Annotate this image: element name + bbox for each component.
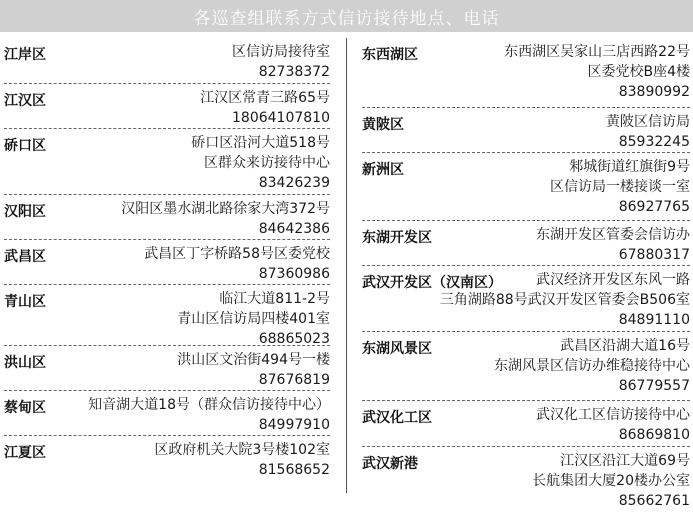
district-name: 江汉区 [4,93,46,109]
address-line: 东湖风景区信访办维稳接待中心 [494,358,690,374]
phone-number: 81568652 [258,462,330,478]
contact-entry [4,194,330,239]
contact-entry [362,400,690,446]
address-line: 区信访局一楼接谈一室 [550,179,690,195]
district-name: 黄陂区 [362,117,404,133]
address-line: 区委党校B座4楼 [587,64,690,80]
contact-details [144,244,330,284]
address-line: 汉阳区墨水湖北路徐家大湾372号 [121,201,330,217]
address-line: 武汉化工区信访接待中心 [536,407,690,423]
district-name: 青山区 [4,294,46,310]
address-line: 江汉区常青三路65号 [200,90,330,106]
contact-entry [362,152,690,220]
contact-details [177,289,330,349]
phone-number: 84642386 [258,221,330,237]
phone-number: 67880317 [618,247,690,263]
phone-number: 87676819 [258,372,330,388]
contact-entry [4,345,330,390]
contact-entry [362,446,690,512]
address-line: 区群众来访接待中心 [204,155,330,171]
contact-entry [4,38,330,83]
phone-number: 68865023 [258,331,330,347]
address-line: 硚口区沿河大道518号 [191,135,330,151]
phone-number: 85932245 [618,134,690,150]
contact-entry [362,38,690,107]
contact-details [191,133,330,193]
district-name: 武汉化工区 [362,410,432,426]
address-line: 知音湖大道18号（群众信访接待中心） [88,397,330,413]
district-name: 武昌区 [4,249,46,265]
contact-details [536,225,690,265]
contact-entry [4,435,330,491]
address-line: 长航集团大厦20楼办公室 [532,473,690,489]
district-name: 汉阳区 [4,204,46,220]
contact-entry [362,265,690,331]
left-column [4,38,330,491]
address-line: 临江大道811-2号 [219,291,330,307]
address-line: 洪山区文治街494号一楼 [177,352,330,368]
page-title: 各巡查组联系方式信访接待地点、电话 [193,8,500,29]
phone-number: 82738372 [258,64,330,80]
contact-details [232,42,330,82]
contact-entry [4,284,330,345]
address-line: 黄陂区信访局 [606,114,690,130]
address-line: 武昌区沿湖大道16号 [560,338,690,354]
column-divider [346,38,347,493]
district-name: 江岸区 [4,47,46,63]
contact-details [88,395,330,435]
phone-number: 86779557 [618,378,690,394]
contact-details [177,350,330,390]
contact-entry [4,128,330,194]
address-line: 邾城街道红旗街9号 [569,159,690,175]
contact-details [494,336,690,396]
contact-details [440,270,690,330]
phone-number: 86869810 [618,427,690,443]
contact-details [200,88,330,128]
district-name: 东湖开发区 [362,230,432,246]
contact-details [550,157,690,217]
contact-details [606,112,690,152]
district-name: 武汉开发区（汉南区） [362,275,502,291]
phone-number: 84891110 [618,312,690,328]
address-line: 区信访局接待室 [232,44,330,60]
address-line: 青山区信访局四楼401室 [177,311,330,327]
right-column [362,38,690,512]
address-line: 武昌区丁字桥路58号区委党校 [144,246,330,262]
district-name: 硚口区 [4,138,46,154]
district-name: 蔡甸区 [4,400,46,416]
district-name: 江夏区 [4,445,46,461]
contact-details [536,405,690,445]
district-name: 洪山区 [4,355,46,371]
contact-entry [4,83,330,128]
contact-details [504,42,690,102]
phone-number: 18064107810 [232,110,330,126]
address-line: 东西湖区吴家山三店西路22号 [504,44,690,60]
district-name: 东湖风景区 [362,341,432,357]
address-line: 东湖开发区管委会信访办 [536,227,690,243]
phone-number: 86927765 [618,199,690,215]
contact-details [532,451,690,511]
page-title-bar [0,0,693,32]
address-line: 三角湖路88号武汉开发区管委会B506室 [439,292,690,308]
phone-number: 83890992 [618,84,690,100]
district-name: 武汉新港 [362,456,418,472]
contact-entry [362,220,690,265]
address-line: 区政府机关大院3号楼102室 [154,442,330,458]
district-name: 新洲区 [362,162,404,178]
address-line: 江汉区沿江大道69号 [560,453,690,469]
contact-entry [4,390,330,435]
phone-number: 87360986 [258,266,330,282]
phone-number: 84997910 [258,417,330,433]
district-name: 东西湖区 [362,47,418,63]
contact-details [121,199,330,239]
phone-number: 85662761 [618,493,690,509]
phone-number: 83426239 [258,175,330,191]
contact-entry [362,107,690,152]
address-line: 武汉经济开发区东风一路 [536,272,690,288]
contact-entry [4,239,330,284]
contact-details [154,440,330,480]
contact-entry [362,331,690,400]
